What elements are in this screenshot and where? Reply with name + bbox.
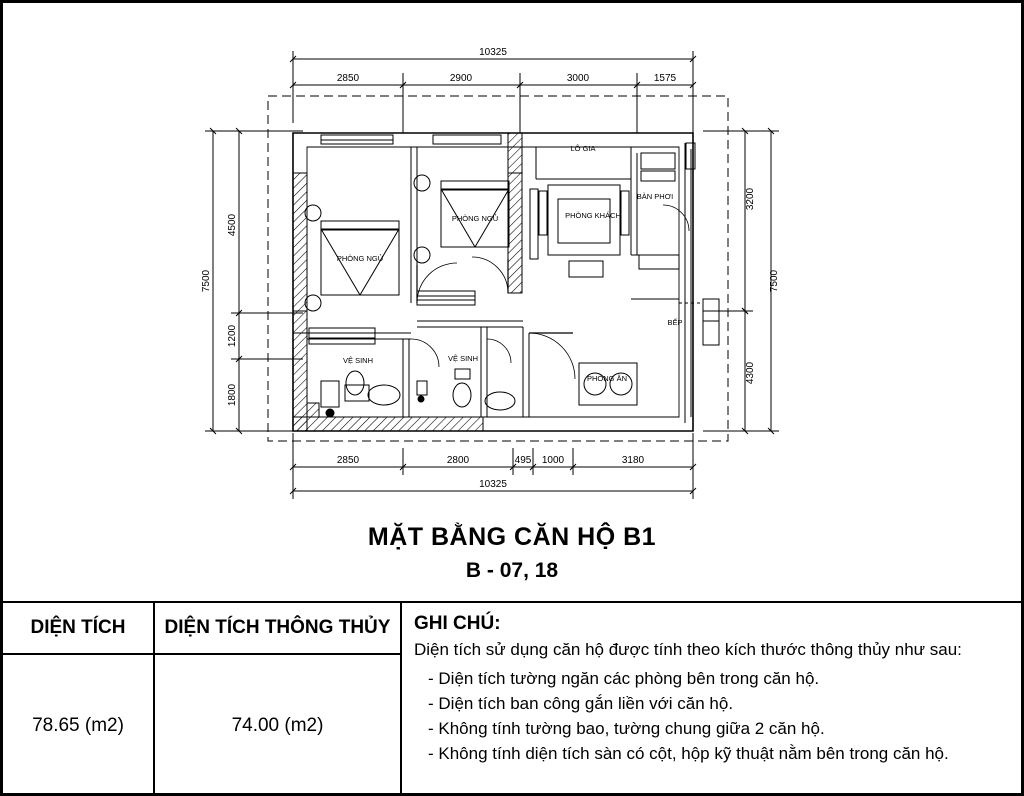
dim-bot-seg-1: 2850 [336,455,360,466]
room-label-dining: PHÒNG ĂN [586,374,628,383]
dim-bot-seg-4: 1000 [541,455,565,466]
note-item: - Không tính tường bao, tường chung giữa 2 căn hộ. [428,718,825,738]
dim-right-seg-1: 3200 [745,187,756,211]
dim-left-total: 7500 [201,269,212,293]
header-net-area: DIỆN TÍCH THÔNG THỦY [155,603,400,655]
dim-top-seg-2: 2900 [449,73,473,84]
value-net-area: 74.00 (m2) [231,714,324,736]
dim-left-seg-3: 1800 [227,383,238,407]
room-label-bath-1: VỆ SINH [342,356,374,365]
area-notes-table [3,601,1021,796]
dim-right-total: 7500 [769,269,780,293]
room-label-kitchen: BẾP [667,318,683,327]
header-gross-area: DIỆN TÍCH [3,603,153,655]
notes-lead: Diện tích sử dụng căn hộ được tính theo kích thước thông thủy như sau: [414,640,962,659]
dim-bot-seg-5: 3180 [621,455,645,466]
dim-top-seg-3: 3000 [566,73,590,84]
value-gross-area: 78.65 (m2) [32,714,124,736]
column-gross-area [3,603,155,796]
plan-title-block [3,523,1021,583]
room-label-banphoi: BÀN PHƠI [636,192,674,201]
dim-bot-seg-2: 2800 [446,455,470,466]
notes-list [414,667,1021,767]
dim-bot-total: 10325 [479,479,507,490]
plan-title: MẶT BẰNG CĂN HỘ B1 [367,523,657,551]
room-label-bedroom-2: PHÒNG NGỦ [451,214,499,223]
column-net-area [155,603,402,796]
dim-top-seg-1: 2850 [336,73,360,84]
dim-bot-seg-3: 495 [514,455,532,466]
room-label-living: PHÒNG KHÁCH [565,211,621,220]
notes-title: GHI CHÚ: [414,613,501,634]
plan-subtitle: B - 07, 18 [465,559,559,582]
dim-left-seg-1: 4500 [227,213,238,237]
room-label-bedroom-1: PHÒNG NGỦ [336,254,384,263]
room-label-bath-2: VỆ SINH [447,354,479,363]
floor-plan-drawing [3,3,1021,601]
dim-top-total: 10325 [479,47,507,58]
column-notes [402,603,1021,796]
note-item: - Diện tích ban công gắn liền với căn hộ. [428,693,734,713]
dim-top-seg-4: 1575 [653,73,677,84]
room-label-logia: LÔ GIA [570,144,596,153]
note-item: - Diện tích tường ngăn các phòng bên trong căn hộ. [428,669,820,688]
dim-left-seg-2: 1200 [227,324,238,348]
dim-right-seg-2: 4300 [745,361,756,385]
note-item: - Không tính diện tích sàn có cột, hộp kỹ thuật nằm bên trong căn hộ. [428,743,949,763]
